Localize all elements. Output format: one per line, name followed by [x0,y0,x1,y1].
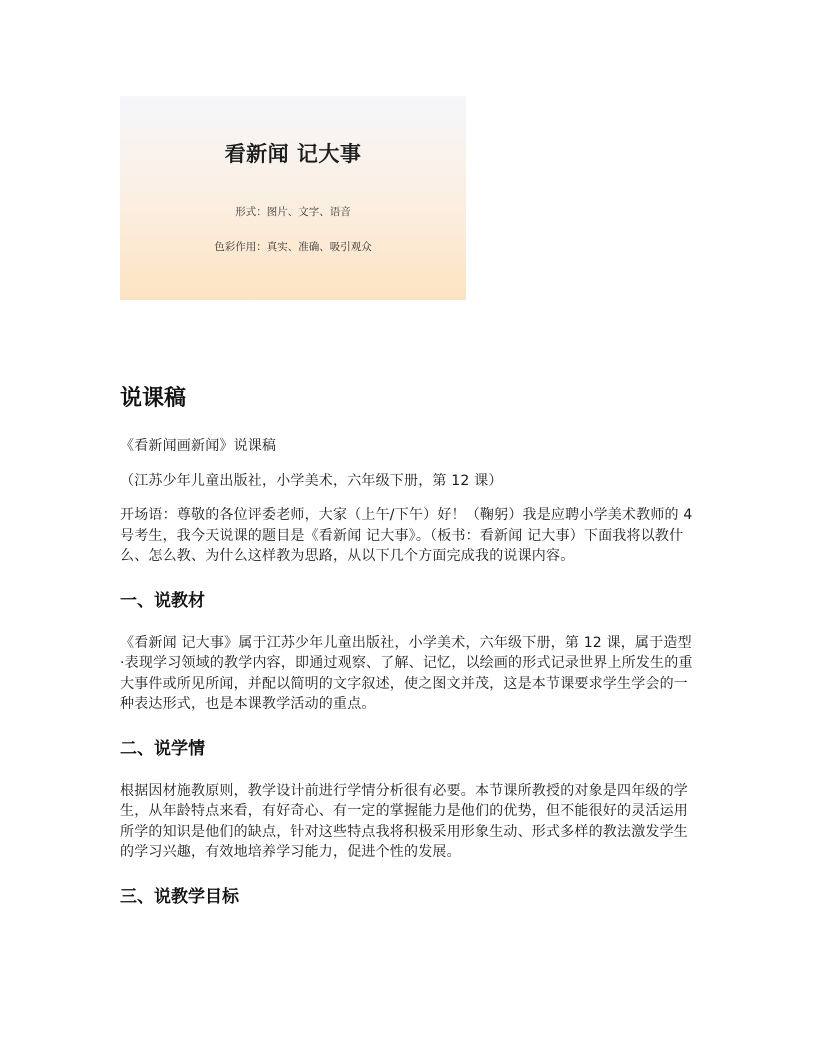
document-body [120,384,696,929]
cover-form-line: 形式：图片、文字、语音 [235,206,351,218]
section-heading-objectives: 三、说教学目标 [120,886,239,907]
section-body-students: 根据因材施教原则，教学设计前进行学情分析很有必要。本节课所教授的对象是四年级的学生，从年龄特点来看，有好奇心、有一定的掌握能力是他们的优势，但不能很好的灵活运用所学的知识是他们的缺点，针对这些特点我将积极采用形象生动、形式多样的教法激发学生的学习兴趣，有效地培养学习能力，促进个性的发展。 [120,782,688,860]
document-title: 说课稿 [120,386,187,411]
cover-title: 看新闻 记大事 [224,142,362,166]
document-source: （江苏少年儿童出版社，小学美术，六年级下册，第 12 课） [120,472,503,489]
intro-paragraph: 开场语：尊敬的各位评委老师，大家（上午/下午）好！（鞠躬）我是应聘小学美术教师的 4 号考生，我今天说课的题目是《看新闻 记大事》。（板书：看新闻 记大事）下面我将以教什么、怎么教、为什么这样教为思路，从以下几个方面完成我的说课内容。 [120,507,693,564]
section-body-textbook: 《看新闻 记大事》属于江苏少年儿童出版社，小学美术，六年级下册，第 12 课，属于造型·表现学习领域的教学内容，即通过观察、了解、记忆，以绘画的形式记录世界上所发生的重大事件或所见所闻，并配以简明的文字叙述，使之图文并茂，这是本节课要求学生学会的一种表达形式，也是本课教学活动的重点。 [120,634,693,712]
section-heading-textbook: 一、说教材 [120,590,205,611]
section-heading-students: 二、说学情 [120,738,205,759]
cover-image [120,96,466,300]
document-subtitle: 《看新闻画新闻》说课稿 [120,438,277,454]
cover-color-line: 色彩作用：真实、准确、吸引观众 [214,241,372,253]
